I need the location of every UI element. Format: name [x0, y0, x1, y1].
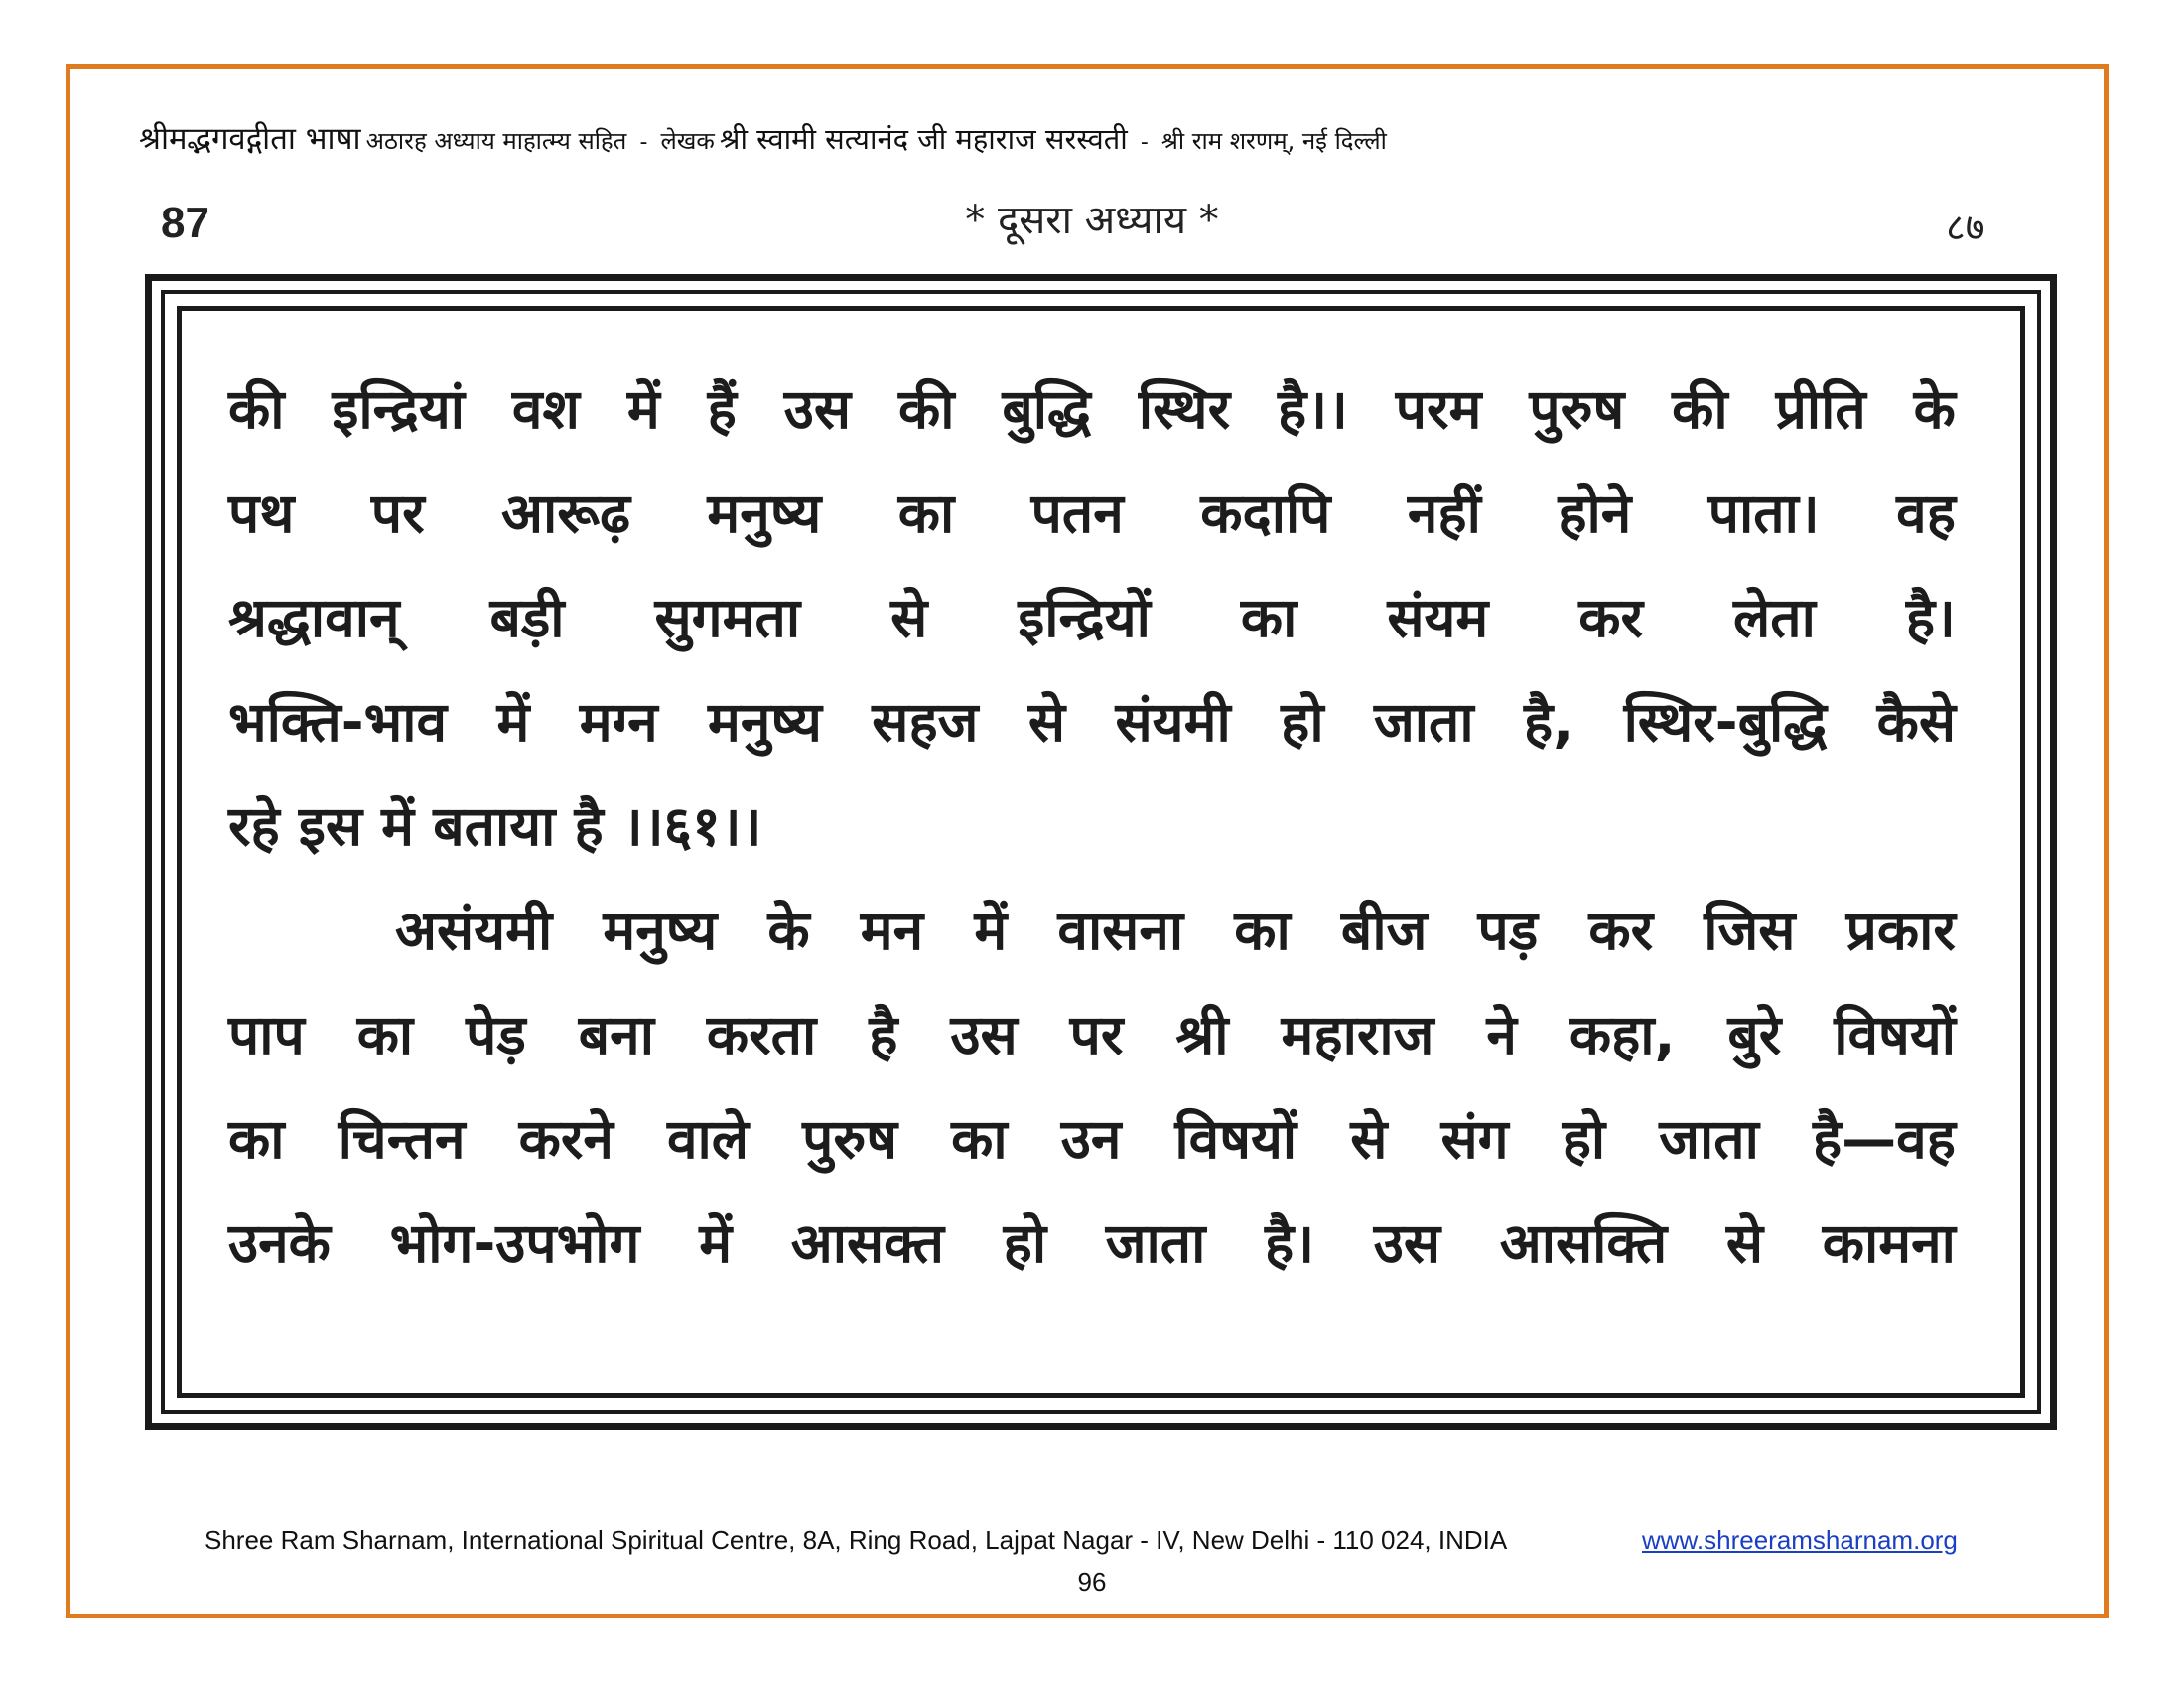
- word: बड़ी: [489, 586, 565, 649]
- word: है—वह: [1812, 1107, 1956, 1171]
- word: का: [897, 482, 955, 545]
- word: संयमी: [1115, 690, 1231, 754]
- word: है।: [1265, 1211, 1315, 1275]
- word: में: [496, 690, 530, 754]
- word: पेड़: [466, 1003, 526, 1066]
- word: की: [1672, 377, 1728, 441]
- word: उस: [783, 377, 852, 441]
- word: कर: [1578, 586, 1644, 649]
- word: में: [626, 377, 660, 441]
- word: कदापि: [1200, 482, 1331, 545]
- word: पतन: [1030, 482, 1124, 545]
- word: संग: [1440, 1107, 1509, 1171]
- word: हो: [1281, 690, 1324, 754]
- word: मनुष्य: [603, 899, 718, 962]
- word: बुरे: [1727, 1003, 1782, 1066]
- header-separator: -: [639, 130, 648, 155]
- word: है।: [1905, 586, 1956, 649]
- text-line: [228, 1192, 1956, 1296]
- word: श्रद्धावान्: [228, 586, 400, 649]
- word: मन: [860, 899, 924, 962]
- word: करने: [518, 1107, 614, 1171]
- word: महाराज: [1281, 1003, 1434, 1066]
- word: से: [1725, 1211, 1764, 1275]
- word: मनुष्य: [708, 690, 822, 754]
- book-title: श्रीमद्भगवद्गीता भाषा: [139, 121, 361, 157]
- word: पर: [370, 482, 425, 545]
- scan-page-number: 87: [161, 199, 209, 247]
- word: प्रीति: [1775, 377, 1866, 441]
- word: सुगमता: [654, 586, 801, 649]
- word: ने: [1486, 1003, 1517, 1066]
- word: नहीं: [1407, 482, 1481, 545]
- word: असंयमी: [395, 899, 553, 962]
- word: से: [1350, 1107, 1388, 1171]
- word: पथ: [228, 482, 295, 545]
- word: आरूढ़: [501, 482, 630, 545]
- word: इन्द्रियों: [1018, 586, 1151, 649]
- website-link[interactable]: www.shreeramsharnam.org: [1642, 1525, 1958, 1555]
- word: है।।: [1277, 377, 1348, 441]
- word: भोग-उपभोग: [389, 1211, 640, 1275]
- word: संयम: [1387, 586, 1489, 649]
- word: जाता: [1105, 1211, 1206, 1275]
- word: से: [890, 586, 928, 649]
- scan-page-number-devanagari: ८७: [1946, 206, 1985, 249]
- word: पाता।: [1707, 482, 1820, 545]
- author-name: श्री स्वामी सत्यानंद जी महाराज सरस्वती: [719, 122, 1128, 156]
- word: उन: [1060, 1107, 1122, 1171]
- book-header: [139, 117, 2065, 159]
- word: से: [1027, 690, 1066, 754]
- word: हो: [1003, 1211, 1047, 1275]
- word: का: [951, 1107, 1008, 1171]
- word: पाप: [228, 1003, 305, 1066]
- word: वाले: [666, 1107, 750, 1171]
- word: का: [356, 1003, 414, 1066]
- word: बुद्धि: [1002, 377, 1091, 441]
- word: जाता: [1659, 1107, 1759, 1171]
- word: वश: [511, 377, 580, 441]
- word: आसक्ति: [1499, 1211, 1668, 1275]
- footer-address: Shree Ram Sharnam, International Spiritual Centre, 8A, Ring Road, Lajpat Nagar - IV, New Delhi - 110 024, INDIA: [205, 1525, 1508, 1555]
- footer-page-number: 96: [1077, 1567, 1107, 1597]
- word: कामना: [1822, 1211, 1956, 1275]
- word: चिन्तन: [338, 1107, 466, 1171]
- word: पड़: [1477, 899, 1539, 962]
- word: जाता: [1373, 690, 1474, 754]
- word: का: [1234, 899, 1291, 962]
- word: के: [1913, 377, 1956, 441]
- header-separator: -: [1140, 130, 1149, 155]
- word: का: [228, 1107, 285, 1171]
- word: का: [1240, 586, 1297, 649]
- word: विषयों: [1834, 1003, 1956, 1066]
- word: भक्ति-भाव: [228, 690, 448, 754]
- word: कैसे: [1876, 690, 1956, 754]
- word: सहज: [872, 690, 979, 754]
- word: स्थिर: [1138, 377, 1231, 441]
- word: बीज: [1340, 899, 1428, 962]
- word: हो: [1562, 1107, 1606, 1171]
- word: होने: [1558, 482, 1632, 545]
- word: है: [869, 1003, 898, 1066]
- text-line: [228, 1087, 1956, 1192]
- word: प्रकार: [1845, 899, 1956, 962]
- word: आसक्त: [790, 1211, 944, 1275]
- publisher-name: श्री राम शरणम्, नई दिल्ली: [1160, 127, 1387, 155]
- word: के: [767, 899, 810, 962]
- word: में: [699, 1211, 733, 1275]
- text-line: [228, 357, 1956, 462]
- word: हैं: [707, 377, 737, 441]
- text-line: रहे इस में बताया है ।।६१।।: [228, 794, 762, 858]
- text-line: [228, 670, 1956, 774]
- word: की: [897, 377, 955, 441]
- word: की: [228, 377, 285, 441]
- word: कहा,: [1569, 1003, 1676, 1066]
- text-line: [228, 983, 1956, 1087]
- word: जिस: [1704, 899, 1796, 962]
- word: पुरुष: [802, 1107, 898, 1171]
- word: विषयों: [1174, 1107, 1297, 1171]
- word: है,: [1524, 690, 1574, 754]
- word: करता: [706, 1003, 817, 1066]
- word: इन्द्रियां: [332, 377, 466, 441]
- text-line: [228, 462, 1956, 566]
- word: उस: [1373, 1211, 1441, 1275]
- text-line: [228, 879, 1956, 983]
- chapter-title: * दूसरा अध्याय *: [965, 198, 1219, 243]
- word: मग्न: [579, 690, 658, 754]
- word: पुरुष: [1529, 377, 1625, 441]
- word: श्री: [1175, 1003, 1229, 1066]
- author-label: लेखक: [660, 127, 715, 155]
- word: वह: [1896, 482, 1956, 545]
- word: स्थिर-बुद्धि: [1623, 690, 1828, 754]
- word: वासना: [1057, 899, 1184, 962]
- word: बना: [578, 1003, 654, 1066]
- text-line: [228, 566, 1956, 670]
- word: कर: [1588, 899, 1654, 962]
- body-text: [228, 357, 1956, 1296]
- word: मनुष्य: [707, 482, 822, 545]
- word: में: [974, 899, 1008, 962]
- word: उनके: [228, 1211, 331, 1275]
- word: उस: [950, 1003, 1018, 1066]
- word: लेता: [1732, 586, 1816, 649]
- book-subtitle: अठारह अध्याय माहात्म्य सहित: [365, 127, 627, 155]
- word: परम: [1395, 377, 1482, 441]
- word: पर: [1069, 1003, 1124, 1066]
